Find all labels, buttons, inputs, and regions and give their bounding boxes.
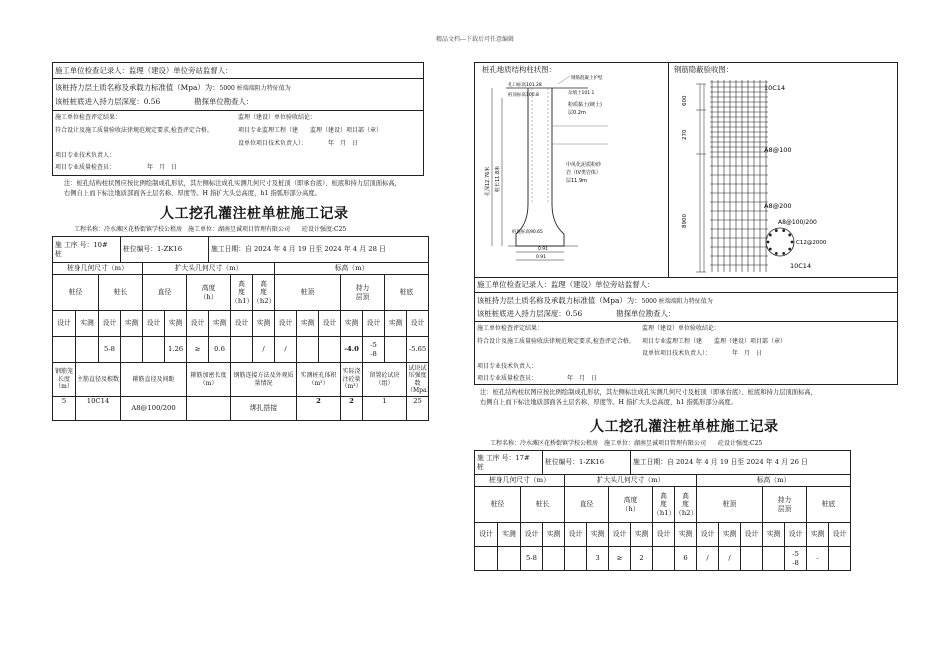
right-diagram-title: 桩孔地质结构柱状图： xyxy=(482,65,556,74)
r-hdr-body-size: 桩身几何尺寸（m） xyxy=(475,475,565,487)
right-date-range: 施工日期：自 2024 年 4 月 19 日至 2024 年 4 月 26 日 xyxy=(631,451,851,475)
cage-section-bar xyxy=(788,234,791,237)
right-pile-no: 桩位编号：1-ZK16 xyxy=(543,451,631,475)
left-rebar-value-row: 5 10C14 A8@100/200 绑扎搭接 2 2 1 25 xyxy=(53,397,429,421)
cage-section-bar xyxy=(775,252,778,255)
cage-d1: 600 xyxy=(682,95,688,106)
r-hdr-bottom: 桩底 xyxy=(807,487,851,523)
cage-d2: 270 xyxy=(682,129,688,140)
pile-column-diagram xyxy=(478,74,666,276)
cage-a3-label: A8@100/200 xyxy=(778,219,817,226)
cage-section-bar xyxy=(782,229,785,232)
diag-rock2: 岩（IV类岩体） xyxy=(566,170,601,176)
cage-section-bar xyxy=(769,248,772,251)
cage-section-bar xyxy=(782,252,785,255)
left-bearing-layer: 该桩持力层土质名称及承载力标准值（Mpa）为：5000 桩端端阻力特征值为 xyxy=(55,83,291,92)
hdr-h1: 高 度 （h1） xyxy=(231,275,253,311)
right-tech-lead: 项目专业技术负责人： xyxy=(477,363,538,370)
left-accept-opinion: 监理（建设）单位验收结论： xyxy=(238,114,317,121)
hdr-dia2: 直径 xyxy=(143,275,187,311)
diag-elev-b: 桩顶标高100.8 xyxy=(508,93,539,98)
hdr-length: 桩长 xyxy=(99,275,143,311)
right-seq: 施 工序 号：17# 桩 xyxy=(475,451,543,475)
right-depth-row: 该桩桩底进入持力层深度：0.56 勘探单位勘查人： xyxy=(477,309,676,318)
r-hdr-diameter: 桩径 xyxy=(475,487,521,523)
hdr-top: 桩顶 xyxy=(275,275,341,311)
hdr-bearing: 持力 层顶 xyxy=(341,275,385,311)
diag-clay-thk: 层0.2m xyxy=(568,110,586,116)
cage-top-label: 10C14 xyxy=(764,84,786,92)
diag-fill: 杂填土101.1 xyxy=(568,91,595,96)
r-hdr-dia2: 直径 xyxy=(565,487,609,523)
left-quality-lead: 项目专业质量检查员： 年 月 日 xyxy=(55,164,178,171)
r-hdr-top: 桩顶 xyxy=(697,487,763,523)
left-seq: 施 工序 号：10# 桩 xyxy=(53,237,121,263)
cage-d3: 8900 xyxy=(682,214,688,228)
right-quality-lead: 项目专业质量检查员： 年 月 日 xyxy=(477,375,598,382)
right-value-row: 5-8 3 ≥ 2 6 / / -5 -8 - xyxy=(475,547,851,571)
cage-bottom-label: 10C14 xyxy=(790,262,812,270)
right-conform-text: 符合设计及施工质量验收法律规范规定要求,检查评定合格。 xyxy=(477,338,635,345)
r-hdr-bearing: 持力 层顶 xyxy=(763,487,807,523)
diag-clay: 粉质黏土(硬土) xyxy=(568,102,602,108)
right-record-table xyxy=(474,450,851,571)
left-conform-text: 符合设计及施工质量验收法律规范规定要求,检查评定合格。 xyxy=(55,127,213,134)
diag-rock: 中风化泥质粉砂 xyxy=(566,162,602,168)
r-hdr-length: 桩长 xyxy=(521,487,565,523)
hdr-h: 高度 （h） xyxy=(187,275,231,311)
right-design-measured-row: 设计 实测 设计 实测 设计 实测 设计 实测 设计 实测 设计 实测 设计 实测 设计 实测 设计 xyxy=(475,523,851,547)
left-tech-lead: 项目专业技术负责人： xyxy=(55,152,116,159)
r-hdr-elevation: 标高（m） xyxy=(697,475,851,487)
left-value-row: 5-8 1.26 ≥ 0.6 / / -4.0 -5 -8 -5.65 xyxy=(53,337,429,363)
right-cage-title: 钢筋隐蔽验收图： xyxy=(674,65,734,74)
right-bearing-layer: 该桩持力层土质名称及承载力标准值（Mpa）为：5000 桩端端阻力特征值为 xyxy=(477,296,713,305)
diag-bottom-elev: 桩底标高90.65 xyxy=(512,230,543,235)
diag-rock-thk: 层11.9m xyxy=(566,178,588,184)
cage-section-bar xyxy=(791,241,794,244)
hdr-bottom: 桩底 xyxy=(385,275,429,311)
cage-a2-label: A8@200 xyxy=(764,202,792,210)
hdr-h2: 高 度 （h2） xyxy=(253,275,275,311)
diag-protect: 钢筋混凝土护壁 xyxy=(571,76,603,81)
r-hdr-h1: 高 度 （h1） xyxy=(653,487,675,523)
diag-dim1: 0.91 xyxy=(538,247,549,252)
left-supervise-text: 项目专业监理工程（建 监理（建设）项目部（章） xyxy=(238,127,383,134)
right-accept-opinion: 监理（建设）单位验收结论： xyxy=(642,325,721,332)
left-pile-no: 桩位编号：1-ZK16 xyxy=(121,237,209,263)
left-unit-text: 设单位项目技术负责人）： 年 月 日 xyxy=(238,140,359,147)
right-project-line: 工程名称：冷水滩区花桥街镇学校公租房 施工单位：湖南昱诚项目管理有限公司 砼设计强度:C25 xyxy=(490,440,763,447)
left-project-line: 工程名称：冷水滩区花桥街镇学校公租房 施工单位：湖南昱诚项目管理有限公司 砼设计强度:C25 xyxy=(74,226,347,233)
right-check-result: 施工单位检查评定结果： xyxy=(477,325,544,332)
left-date-range: 施工日期：自 2024 年 4 月 19 日至 2024 年 4 月 28 日 xyxy=(209,237,429,263)
r-hdr-h: 高度 （h） xyxy=(609,487,653,523)
cage-section-bar xyxy=(769,234,772,237)
left-check-result: 施工单位检查评定结果： xyxy=(55,114,122,121)
hdr-head-size: 扩大头几何尺寸（m） xyxy=(143,263,275,275)
cage-c-label: C12@2000 xyxy=(796,240,827,246)
left-sign-row: 施工单位检查记录人：监理（建设）单位旁站监督人： xyxy=(55,66,233,75)
right-note: 注：桩孔结构柱状图应按比例绘制成孔形状，其左侧标注成孔实测几何尺寸及桩顶（即承台底）、桩底和持力层顶面标高， 右侧自上而下标注地质部面各土层名称、厚度等。H 指扩大头总高度，h1 指弧形部分高度。 xyxy=(480,389,817,406)
rebar-cage-drawing xyxy=(672,74,894,276)
page-header: 精品文档---下载后可任意编辑 xyxy=(435,36,515,43)
cage-section-bar xyxy=(775,229,778,232)
right-supervise-text: 项目专业监理工程（建 监理（建设）项目部（章） xyxy=(642,338,787,345)
diag-pile-len: 桩长11.8米 xyxy=(495,165,501,192)
diag-hole-depth: 孔深12.76米 xyxy=(485,166,491,196)
right-unit-text: 设单位项目技术负责人）： 年 月 日 xyxy=(642,350,763,357)
cage-a1-label: A8@100 xyxy=(764,146,792,154)
r-hdr-h2: 高 度 （h2） xyxy=(675,487,697,523)
hdr-body-size: 桩身几何尺寸（m） xyxy=(53,263,143,275)
right-title: 人工挖孔灌注桩单桩施工记录 xyxy=(590,419,779,435)
diag-elev-a: 孔口标高101.28 xyxy=(508,83,542,88)
left-design-measured-row: 设计 实测 设计 实测 设计 实测 设计 实测 设计 实测 设计 实测 设计 实测 设计 实测 设计 xyxy=(53,311,429,337)
left-title: 人工挖孔灌注桩单桩施工记录 xyxy=(160,206,349,222)
left-record-table xyxy=(52,236,433,421)
cage-section-bar xyxy=(767,241,770,244)
r-hdr-head-size: 扩大头几何尺寸（m） xyxy=(565,475,697,487)
cage-section-bar xyxy=(788,248,791,251)
left-note: 注：桩孔结构柱状图应按比例绘制成孔形状，其左侧标注成孔实测几何尺寸及桩顶（即承台底）、桩底和持力层顶面标高， 右侧自上而下标注地质部面各土层名称、厚度等。H 指扩大头总高度，h1 指弧形部分高度。 xyxy=(64,180,401,197)
left-depth-row: 该桩桩底进入持力层深度：0.56 勘探单位勘查人： xyxy=(55,97,254,106)
right-sign-row: 施工单位检查记录人：监理（建设）单位旁站监督人： xyxy=(477,280,655,289)
hdr-diameter: 桩径 xyxy=(53,275,99,311)
hdr-elevation: 标高（m） xyxy=(275,263,429,275)
diag-dim2: 0.91 xyxy=(536,255,547,260)
left-rebar-header-row: 钢筋笼长度（m） 主筋直径及根数 箍筋直径及间距 箍筋加密长度（m） 钢筋连接方法及外观质量情况 实测桩孔体积（m³） 实际浇注砼量（m³） 留置砼试块（组） 试块试压强度数（Mpa） xyxy=(53,363,429,397)
